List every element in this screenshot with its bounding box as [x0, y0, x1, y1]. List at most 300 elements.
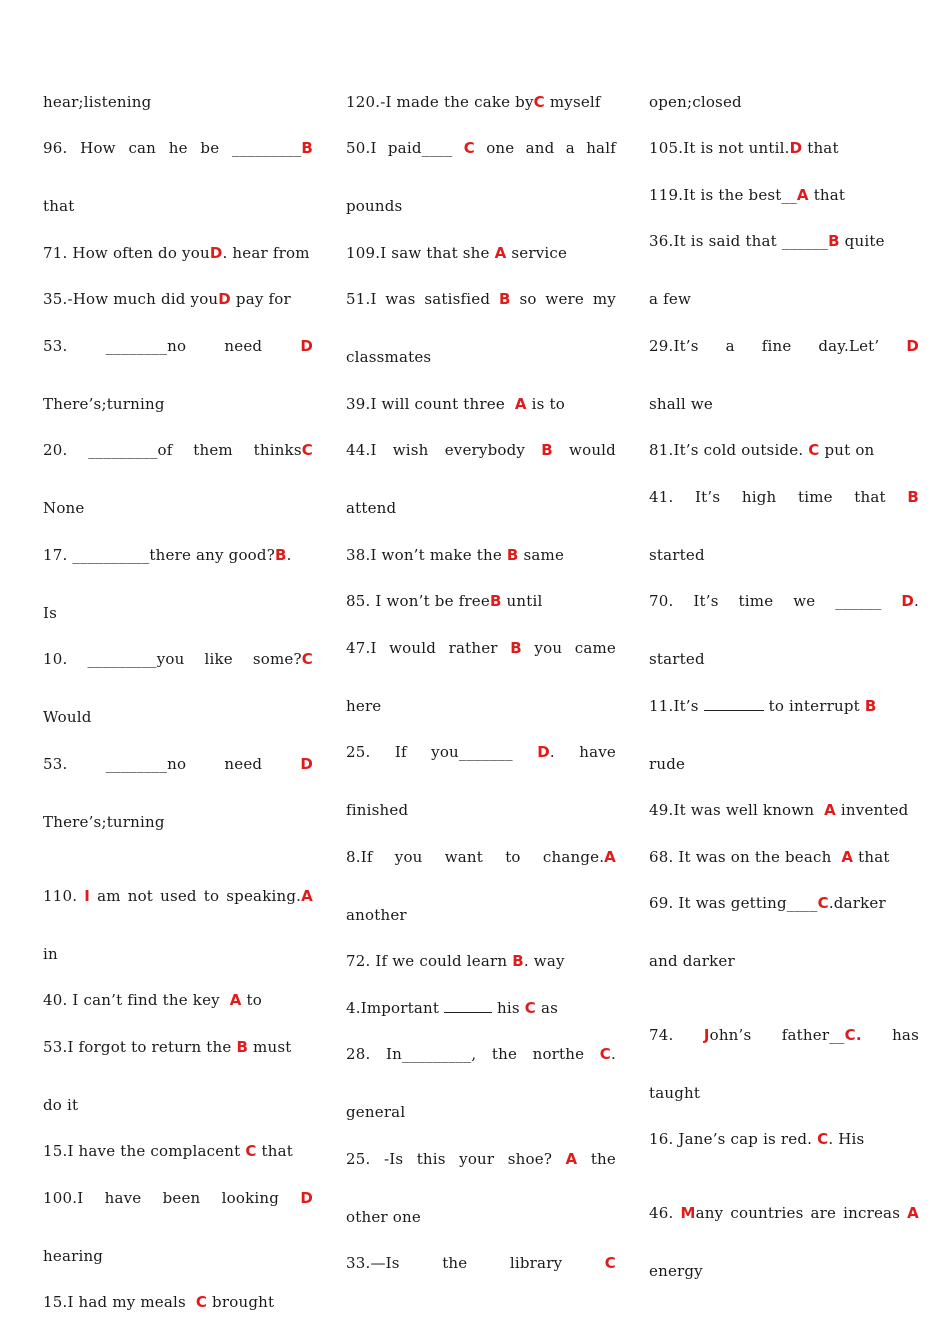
- line-text: 29.It’s: [649, 337, 699, 355]
- answer-line: [43, 1246, 103, 1266]
- line-segment: [43, 290, 218, 308]
- line-text: library: [509, 1254, 563, 1272]
- answer-letter: A: [841, 848, 854, 866]
- answer-letter: D: [789, 139, 803, 157]
- line-text: hearing: [43, 1247, 104, 1265]
- answer-letter: A: [229, 991, 242, 1009]
- line-segment: [649, 1262, 703, 1280]
- line-word: [566, 138, 575, 158]
- line-segment: [649, 186, 797, 204]
- answer-letter: D: [300, 337, 313, 355]
- line-text: 74.: [649, 1026, 674, 1044]
- line-segment: [43, 1293, 196, 1311]
- answer-line: [649, 185, 845, 205]
- answer-line: [43, 289, 291, 309]
- line-word: [346, 1253, 400, 1273]
- line-segment: [242, 991, 262, 1009]
- line-word: [346, 138, 377, 158]
- line-text: so: [519, 290, 537, 308]
- line-segment: [346, 592, 490, 610]
- line-text: to interrupt: [763, 697, 865, 715]
- line-word: [300, 754, 313, 774]
- line-segment: [649, 1084, 700, 1102]
- answer-letter: M: [680, 1204, 696, 1222]
- line-text: started: [649, 650, 705, 668]
- answer-line: [43, 649, 313, 669]
- answer-line: [43, 1292, 274, 1312]
- answer-letter: C: [301, 650, 313, 668]
- answer-letter: A: [796, 186, 809, 204]
- line-text: It’s: [695, 488, 721, 506]
- line-segment: [346, 999, 444, 1017]
- line-text: In_________,: [386, 1045, 477, 1063]
- line-text: change.: [542, 848, 605, 866]
- answer-letter: A: [494, 244, 507, 262]
- answer-line: [346, 1253, 616, 1273]
- line-text: he: [168, 139, 188, 157]
- answer-line: [649, 336, 919, 356]
- answer-line: [346, 440, 616, 460]
- line-text: _________: [232, 139, 302, 157]
- answer-line: [43, 138, 313, 158]
- line-text: 40. I can’t find the key: [43, 991, 230, 1009]
- answer-letter: C: [533, 93, 545, 111]
- line-word: [346, 289, 377, 309]
- line-segment: [492, 999, 525, 1017]
- line-word: [605, 1253, 616, 1273]
- line-segment: [649, 395, 713, 413]
- line-text: open;closed: [649, 93, 742, 111]
- line-text: There’s;turning: [43, 813, 165, 831]
- line-text: any: [695, 1204, 724, 1222]
- line-segment: [649, 894, 818, 912]
- answer-line: [346, 591, 543, 611]
- line-word: [726, 336, 735, 356]
- line-word: [526, 138, 555, 158]
- line-segment: [649, 441, 808, 459]
- line-segment: [210, 244, 223, 262]
- answer-line: [43, 545, 292, 565]
- line-text: that: [43, 197, 75, 215]
- line-text: 33.—Is: [346, 1254, 400, 1272]
- line-text: classmates: [346, 348, 432, 366]
- answer-letter: B: [301, 139, 313, 157]
- line-segment: [196, 1293, 207, 1311]
- line-word: [395, 847, 423, 867]
- answer-line: [346, 800, 408, 820]
- line-text: .: [914, 592, 919, 610]
- line-word: [649, 1025, 673, 1045]
- line-segment: [230, 991, 242, 1009]
- line-segment: [43, 395, 165, 413]
- line-segment: [808, 441, 819, 459]
- answer-line: [43, 1188, 313, 1208]
- line-word: [169, 138, 188, 158]
- line-segment: [346, 1208, 421, 1226]
- line-text: 25.: [346, 743, 371, 761]
- line-text: 16. Jane’s cap is red.: [649, 1130, 818, 1148]
- line-text: other one: [346, 1208, 421, 1226]
- line-text: service: [506, 244, 568, 262]
- line-text: started: [649, 546, 705, 564]
- answer-line: [43, 243, 310, 263]
- line-segment: [43, 813, 165, 831]
- line-word: [106, 336, 187, 356]
- line-segment: [43, 546, 275, 564]
- line-word: [346, 440, 377, 460]
- line-word: [782, 1025, 862, 1045]
- answer-line: [43, 1095, 78, 1115]
- line-word: [43, 138, 67, 158]
- answer-line: [649, 1083, 700, 1103]
- line-word: [393, 440, 429, 460]
- line-word: [449, 638, 498, 658]
- line-text: wish: [392, 441, 429, 459]
- answer-line: [346, 498, 396, 518]
- line-word: [901, 591, 919, 611]
- line-word: [204, 886, 219, 906]
- answer-line: [649, 893, 886, 913]
- line-text: same: [518, 546, 565, 564]
- answer-line: [43, 754, 313, 774]
- line-text: ________no: [105, 337, 187, 355]
- line-segment: [512, 952, 524, 970]
- answer-line: [346, 1149, 616, 1169]
- line-text: a: [725, 337, 735, 355]
- line-word: [224, 754, 262, 774]
- line-text: 47.I: [346, 639, 377, 657]
- answer-line: [649, 1261, 703, 1281]
- answer-letter: D: [218, 290, 231, 308]
- line-word: [205, 649, 233, 669]
- line-text: and: [525, 139, 555, 157]
- line-word: [106, 754, 187, 774]
- line-segment: [649, 650, 705, 668]
- answer-line: [649, 800, 908, 820]
- line-word: [541, 440, 553, 460]
- line-word: [43, 649, 67, 669]
- line-segment: [649, 232, 828, 250]
- line-text: need: [224, 337, 263, 355]
- answer-letter: A: [514, 395, 527, 413]
- line-text: increas: [843, 1204, 901, 1222]
- line-word: [843, 1203, 900, 1223]
- answer-letter: B: [274, 546, 287, 564]
- answer-line: [346, 92, 601, 112]
- line-word: [818, 336, 879, 356]
- line-word: [505, 847, 520, 867]
- line-text: that: [802, 139, 839, 157]
- answer-line: [346, 1044, 616, 1064]
- answer-line: [649, 1203, 919, 1223]
- line-segment: [649, 546, 705, 564]
- line-text: . way: [523, 952, 565, 970]
- line-text: to: [203, 887, 220, 905]
- line-segment: [824, 801, 836, 819]
- line-word: [534, 638, 562, 658]
- line-segment: [43, 945, 58, 963]
- line-text: 71. How often do you: [43, 244, 210, 262]
- answer-line: [346, 545, 564, 565]
- line-segment: [817, 1130, 828, 1148]
- answer-letter: B: [506, 546, 519, 564]
- answer-line: [346, 138, 616, 158]
- line-segment: [346, 197, 402, 215]
- line-text: _________of: [88, 441, 173, 459]
- line-text: and darker: [649, 952, 735, 970]
- answer-letter: C.: [844, 1026, 862, 1044]
- answer-line: [346, 394, 565, 414]
- line-text: 28.: [346, 1045, 371, 1063]
- line-text: 17. __________there any good?: [43, 546, 275, 564]
- line-word: [649, 1203, 673, 1223]
- line-text: Would: [43, 708, 92, 726]
- answer-letter: D: [537, 743, 550, 761]
- answer-line: [43, 990, 262, 1010]
- line-text: If: [394, 743, 407, 761]
- line-text: None: [43, 499, 85, 517]
- line-word: [492, 1044, 517, 1064]
- line-word: [300, 336, 313, 356]
- line-word: [537, 742, 555, 762]
- line-text: 36.It is said that ______: [649, 232, 829, 250]
- line-segment: [828, 1130, 864, 1148]
- line-text: 4.Important: [346, 999, 445, 1017]
- line-text: you: [394, 848, 423, 866]
- line-word: [593, 289, 616, 309]
- answer-letter: D: [901, 592, 915, 610]
- line-text: 8.If: [346, 848, 373, 866]
- line-segment: [649, 93, 742, 111]
- line-segment: [43, 708, 92, 726]
- line-segment: [346, 244, 495, 262]
- answer-blank: [704, 697, 764, 711]
- line-segment: [829, 894, 886, 912]
- answer-line: [43, 707, 92, 727]
- answer-line: [346, 951, 565, 971]
- line-text: until: [501, 592, 543, 610]
- line-text: 105.It is not until.: [649, 139, 790, 157]
- answer-letter: C: [245, 1142, 257, 1160]
- answer-line: [43, 1037, 291, 1057]
- line-word: [43, 1188, 83, 1208]
- line-text: satisfied: [424, 290, 491, 308]
- answer-line: [649, 1025, 919, 1045]
- answer-letter: C: [301, 441, 313, 459]
- line-text: 46.: [649, 1204, 674, 1222]
- line-text: speaking.: [226, 887, 302, 905]
- line-text: 85. I won’t be free: [346, 592, 490, 610]
- line-segment: [222, 244, 309, 262]
- answer-line: [43, 498, 85, 518]
- line-text: do it: [43, 1096, 79, 1114]
- line-text: 49.It was well known: [649, 801, 825, 819]
- line-word: [907, 487, 919, 507]
- line-text: you: [534, 639, 563, 657]
- answer-letter: B: [828, 232, 840, 250]
- line-text: we: [793, 592, 816, 610]
- answer-letter: D: [906, 337, 919, 355]
- line-word: [459, 1149, 494, 1169]
- answer-letter: B: [489, 592, 502, 610]
- line-segment: [346, 395, 515, 413]
- line-text: Is: [43, 604, 58, 622]
- line-word: [649, 487, 673, 507]
- line-word: [200, 138, 219, 158]
- line-text: the: [491, 1045, 518, 1063]
- line-segment: [809, 186, 845, 204]
- line-text: was: [385, 290, 416, 308]
- line-word: [417, 1149, 446, 1169]
- answer-letter: B: [236, 1038, 249, 1056]
- line-word: [424, 289, 490, 309]
- answer-line: [649, 231, 885, 251]
- line-text: in: [43, 945, 58, 963]
- line-text: 10.: [43, 650, 68, 668]
- line-segment: [506, 244, 567, 262]
- line-text: them: [193, 441, 233, 459]
- line-text: is to: [526, 395, 565, 413]
- line-segment: [704, 697, 764, 715]
- line-text: the: [590, 1150, 616, 1168]
- line-word: [695, 487, 720, 507]
- line-word: [384, 1149, 403, 1169]
- line-text: need: [224, 755, 263, 773]
- line-word: [798, 487, 833, 507]
- answer-line: [43, 196, 74, 216]
- answer-letter: C: [604, 1254, 616, 1272]
- line-word: [346, 638, 377, 658]
- line-text: looking: [221, 1189, 280, 1207]
- answer-blank: [444, 999, 492, 1013]
- answer-letter: B: [907, 488, 919, 506]
- line-segment: [502, 592, 543, 610]
- answer-line: [649, 92, 742, 112]
- line-text: 69. It was getting____: [649, 894, 818, 912]
- line-text: 53.I forgot to return the: [43, 1038, 237, 1056]
- answer-letter: C: [817, 894, 829, 912]
- line-segment: [346, 1103, 405, 1121]
- line-text: father__: [781, 1026, 845, 1044]
- line-word: [226, 886, 313, 906]
- line-segment: [43, 604, 57, 622]
- line-text: would: [389, 639, 437, 657]
- line-segment: [649, 139, 790, 157]
- line-text: can: [128, 139, 157, 157]
- line-text: shall we: [649, 395, 713, 413]
- line-text: 11.It’s: [649, 697, 704, 715]
- line-word: [586, 138, 616, 158]
- line-word: [543, 847, 616, 867]
- line-text: 110.: [43, 887, 78, 905]
- line-segment: [346, 697, 381, 715]
- answer-line: [346, 1102, 405, 1122]
- line-word: [386, 1044, 476, 1064]
- answer-line: [649, 591, 919, 611]
- line-text: 53.: [43, 337, 68, 355]
- line-segment: [346, 906, 407, 924]
- line-word: [395, 742, 407, 762]
- answer-line: [346, 196, 402, 216]
- line-segment: [515, 395, 527, 413]
- line-segment: [287, 546, 292, 564]
- line-word: [88, 440, 172, 460]
- answer-line: [346, 638, 616, 658]
- line-text: -Is: [383, 1150, 404, 1168]
- line-word: [80, 138, 116, 158]
- answer-line: [346, 905, 407, 925]
- answer-letter: C: [817, 1130, 829, 1148]
- line-segment: [649, 952, 735, 970]
- line-segment: [257, 1142, 293, 1160]
- line-segment: [790, 139, 803, 157]
- line-word: [575, 638, 616, 658]
- line-word: [160, 886, 197, 906]
- answer-line: [649, 696, 876, 716]
- line-segment: [275, 546, 287, 564]
- line-text: 15.I had my meals: [43, 1293, 196, 1311]
- line-text: 109.I saw that she: [346, 244, 495, 262]
- line-text: .: [611, 1045, 616, 1063]
- line-text: ________no: [105, 755, 187, 773]
- line-word: [105, 1188, 142, 1208]
- line-segment: [218, 290, 231, 308]
- line-word: [385, 289, 415, 309]
- answer-letter: B: [512, 952, 524, 970]
- answer-letter: C: [808, 441, 820, 459]
- line-text: 25.: [346, 1150, 371, 1168]
- line-word: [389, 638, 436, 658]
- answer-line: [43, 944, 58, 964]
- line-word: [649, 336, 699, 356]
- line-segment: [841, 848, 853, 866]
- line-segment: [495, 244, 507, 262]
- line-text: invented: [835, 801, 909, 819]
- line-word: [97, 886, 121, 906]
- line-text: time: [797, 488, 833, 506]
- answer-letter: B: [510, 639, 522, 657]
- line-text: 68. It was on the beach: [649, 848, 842, 866]
- line-word: [510, 638, 522, 658]
- line-word: [566, 1149, 578, 1169]
- answer-line: [649, 440, 874, 460]
- line-text: my: [592, 290, 616, 308]
- line-word: [907, 1203, 919, 1223]
- line-text: put on: [819, 441, 875, 459]
- line-segment: [840, 232, 885, 250]
- line-segment: [346, 348, 431, 366]
- line-text: 70.: [649, 592, 674, 610]
- line-segment: [245, 1142, 256, 1160]
- line-text: ______: [835, 592, 882, 610]
- line-text: 119.It is the best__: [649, 186, 797, 204]
- answer-line: [649, 487, 919, 507]
- line-segment: [828, 232, 840, 250]
- line-text: came: [574, 639, 616, 657]
- answer-line: [649, 951, 735, 971]
- line-text: that: [854, 488, 886, 506]
- line-text: 35.-How much did you: [43, 290, 219, 308]
- line-word: [762, 336, 792, 356]
- line-word: [579, 742, 616, 762]
- line-segment: [818, 894, 829, 912]
- line-text: hear;listening: [43, 93, 152, 111]
- line-text: this: [416, 1150, 446, 1168]
- line-segment: [649, 290, 691, 308]
- line-word: [519, 289, 536, 309]
- line-text: ohn’s: [709, 1026, 752, 1044]
- line-segment: [649, 801, 824, 819]
